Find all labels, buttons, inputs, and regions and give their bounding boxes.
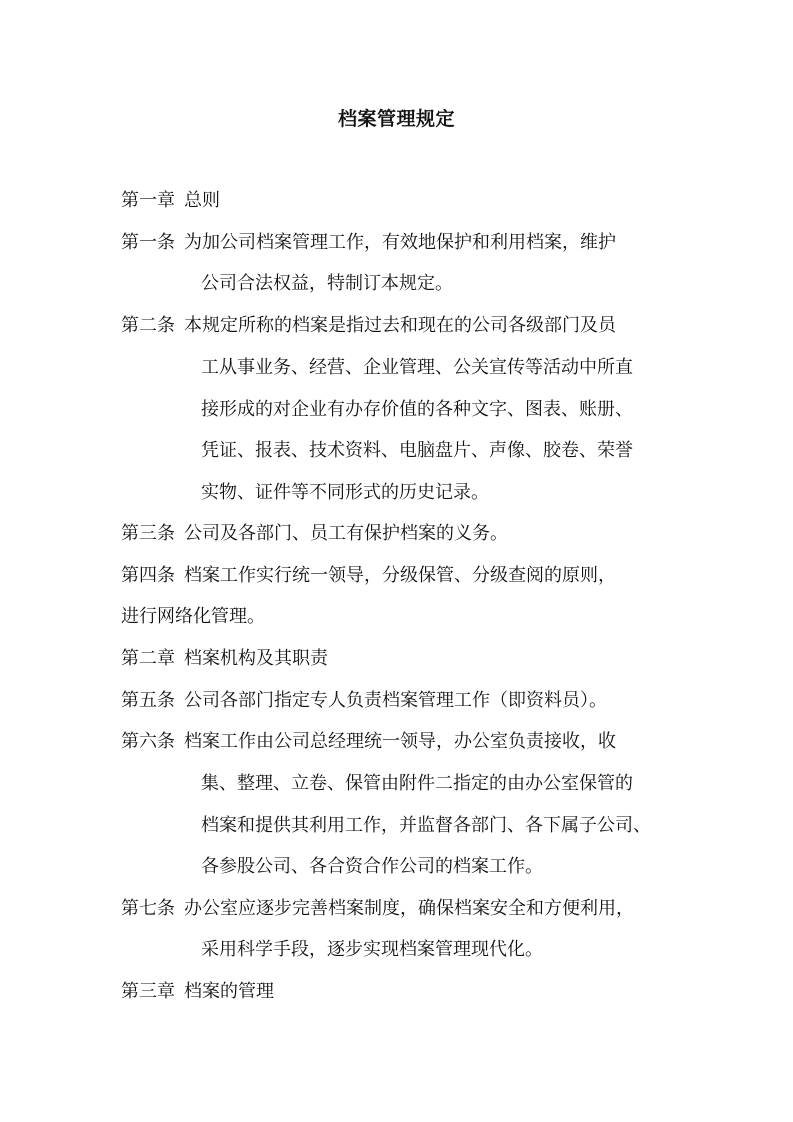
article-continuation: 凭证、报表、技术资料、电脑盘片、声像、胶卷、荣誉 [201,440,633,461]
chapter-heading: 第三章 档案的管理 [121,981,274,1002]
document-title: 档案管理规定 [337,108,455,130]
article-line: 第三条 公司及各部门、员工有保护档案的义务。 [121,523,508,544]
article-continuation: 接形成的对企业有办存价值的各种文字、图表、账册、 [201,399,633,420]
article-continuation: 集、整理、立卷、保管由附件二指定的由办公室保管的 [201,773,633,794]
article-continuation: 档案和提供其利用工作，并监督各部门、各下属子公司、 [201,815,651,836]
chapter-heading: 第一章 总则 [121,190,220,211]
article-continuation: 公司合法权益，特制订本规定。 [201,273,453,294]
article-line: 第七条 办公室应逐步完善档案制度，确保档案安全和方便利用， [121,898,634,919]
article-line: 第一条 为加公司档案管理工作，有效地保护和利用档案，维护 [121,232,616,253]
article-line: 第五条 公司各部门指定专人负责档案管理工作（即资料员）。 [121,690,607,711]
article-continuation: 各参股公司、各合资合作公司的档案工作。 [201,856,543,877]
article-continuation: 实物、证件等不同形式的历史记录。 [201,482,489,503]
article-line: 第六条 档案工作由公司总经理统一领导，办公室负责接收，收 [121,731,616,752]
article-continuation: 工从事业务、经营、企业管理、公关宣传等活动中所直 [201,357,633,378]
article-continuation: 进行网络化管理。 [121,606,265,627]
article-line: 第四条 档案工作实行统一领导，分级保管、分级查阅的原则， [121,565,616,586]
article-continuation: 采用科学手段，逐步实现档案管理现代化。 [201,939,543,960]
chapter-heading: 第二章 档案机构及其职责 [121,648,328,669]
article-line: 第二条 本规定所称的档案是指过去和现在的公司各级部门及员 [121,315,616,336]
